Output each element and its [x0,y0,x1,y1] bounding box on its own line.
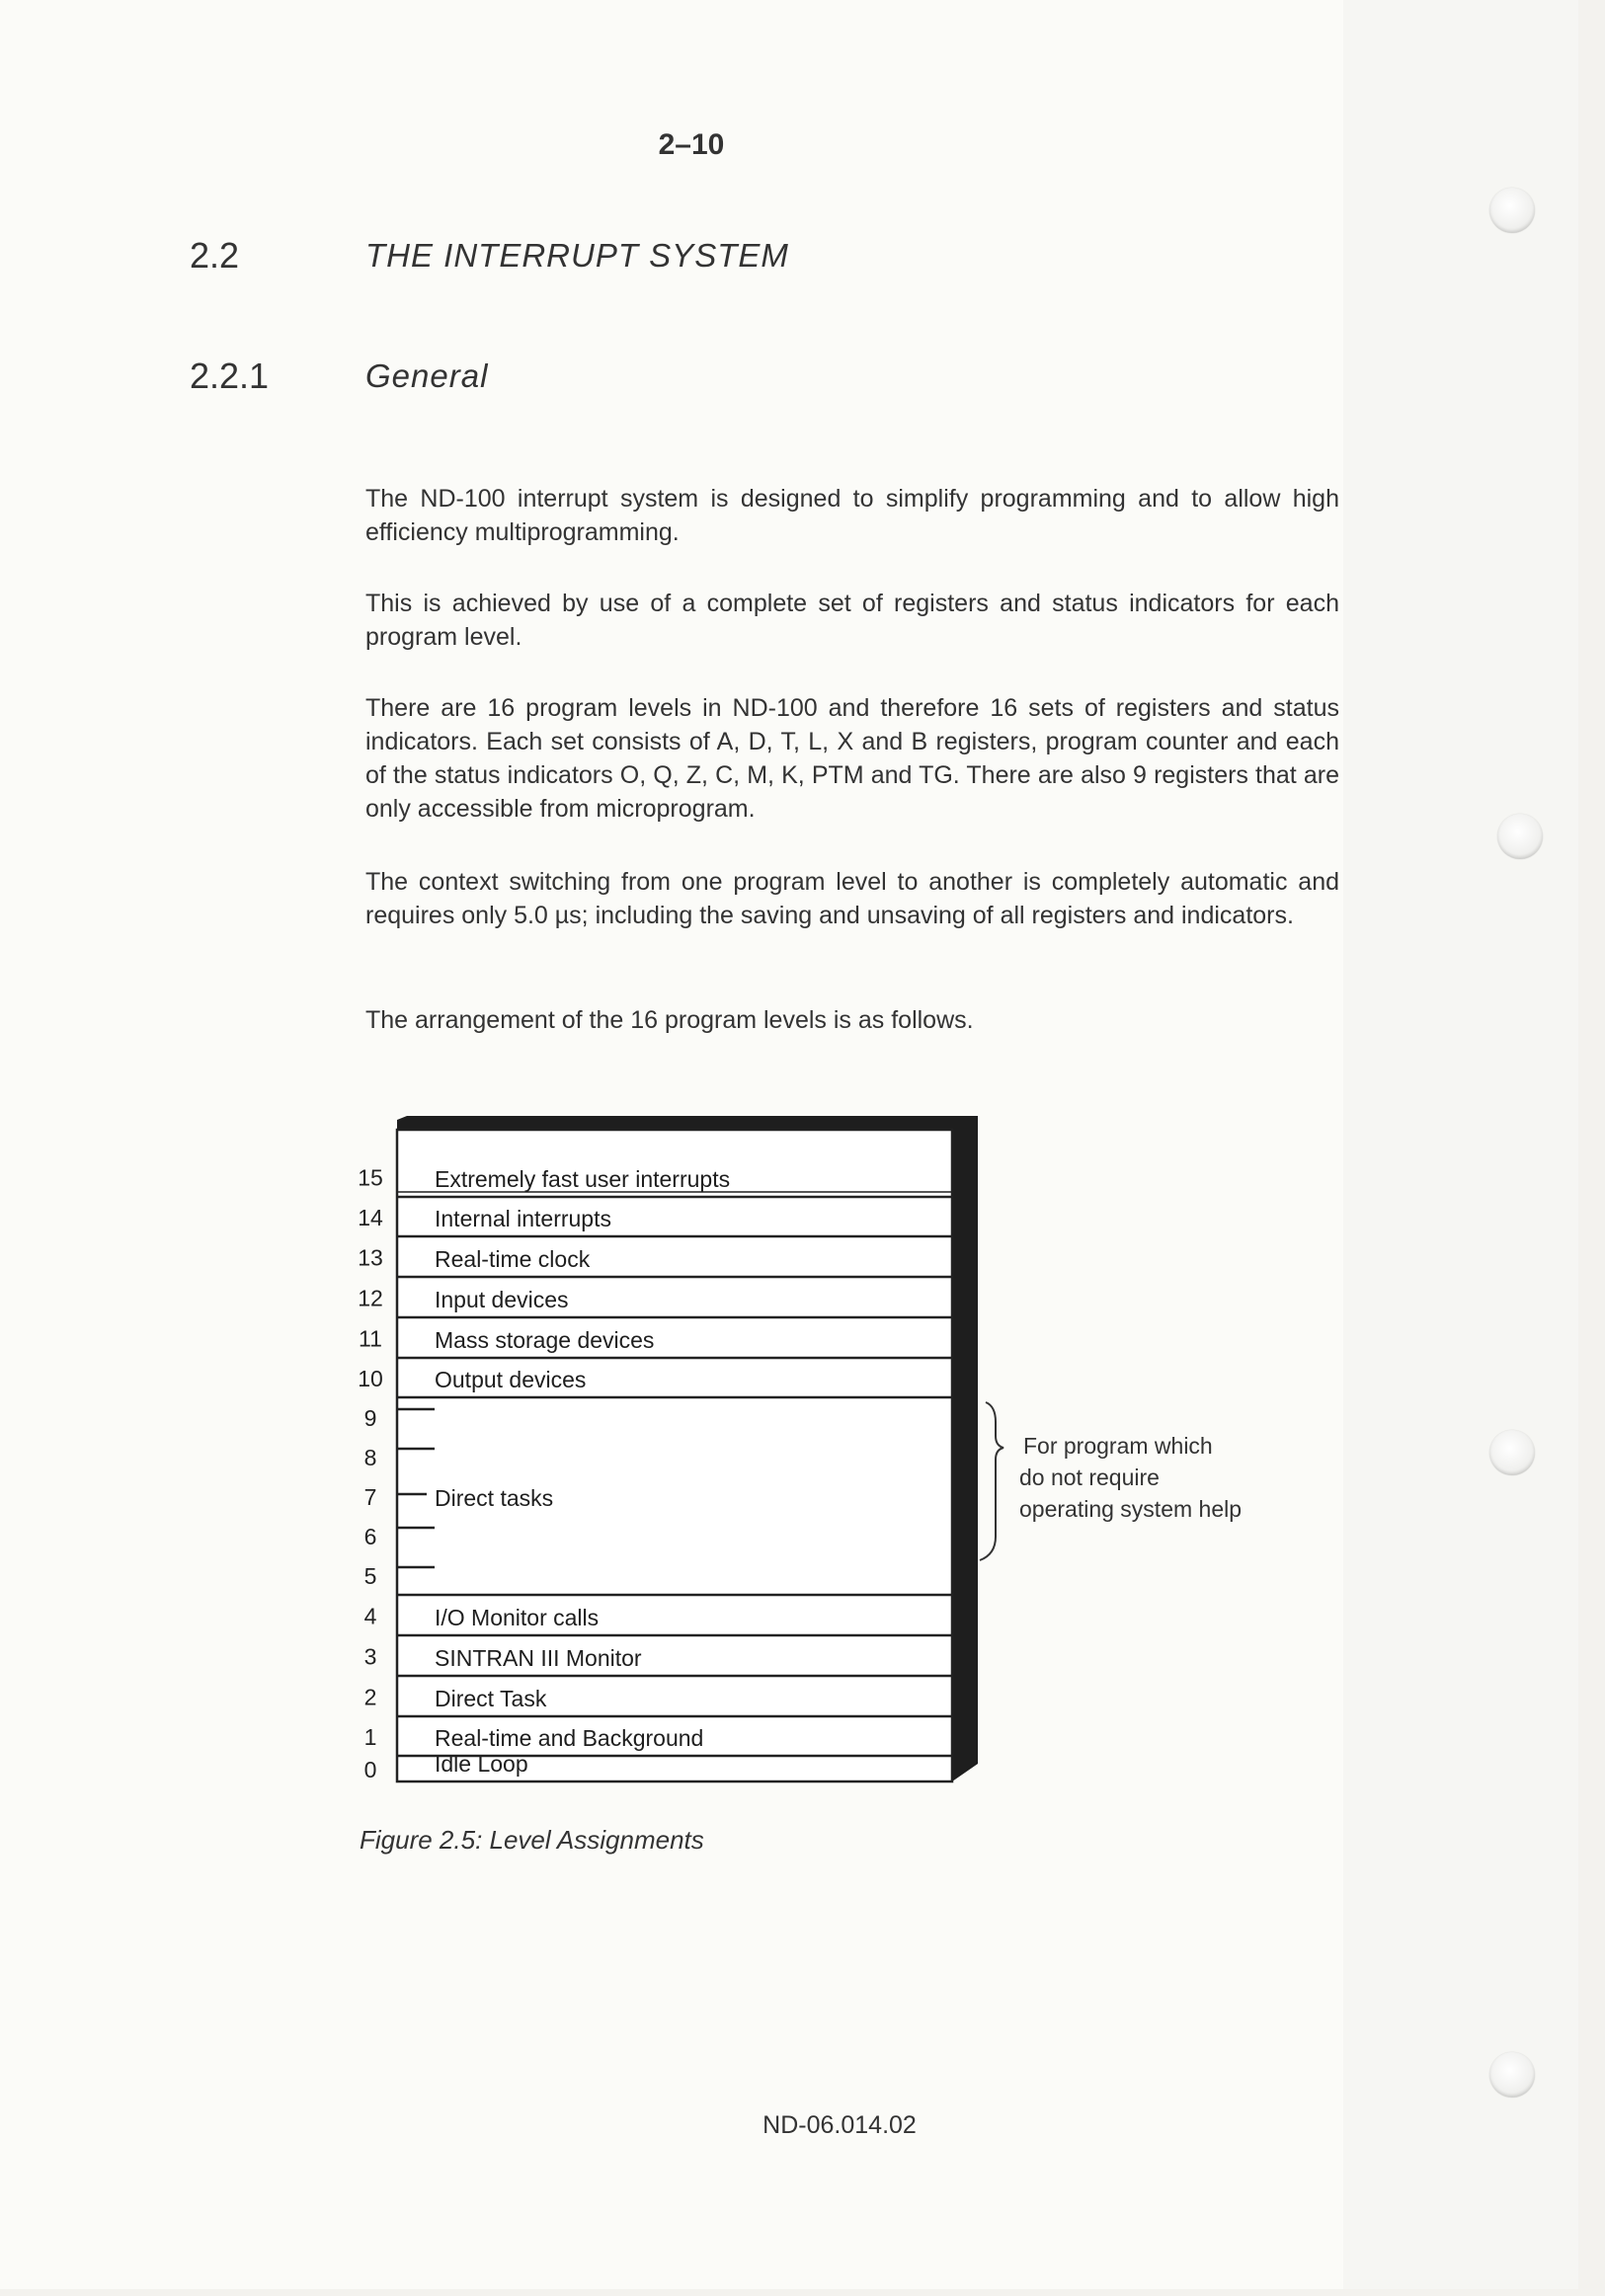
paragraph: This is achieved by use of a complete set of registers and status indicators for each program level. [365,590,1339,651]
level-label: Direct tasks [435,1485,554,1511]
level-number: 2 [363,1684,377,1710]
figure-caption: Figure 2.5: Level Assignments [360,1825,704,1855]
level-label: Real-time and Background [435,1725,704,1751]
level-number: 13 [358,1244,383,1271]
note-line: operating system help [1019,1496,1243,1522]
level-number: 6 [363,1524,377,1549]
level-label: Mass storage devices [435,1327,655,1353]
level-label: Real-time clock [435,1246,591,1272]
level-number: 11 [359,1325,382,1352]
level-number: 3 [363,1643,377,1670]
level-number: 14 [358,1205,383,1230]
level-label: SINTRAN III Monitor [435,1645,642,1671]
level-number: 4 [363,1603,377,1629]
level-label: Extremely fast user interrupts [435,1166,731,1192]
level-number: 8 [363,1445,377,1470]
paragraph: The ND-100 interrupt system is designed to simplify programming and to allow high efficiency multiprogramming. [365,485,1339,546]
level-label: Direct Task [435,1686,547,1711]
level-number: 1 [363,1724,377,1750]
note-line: do not require [1019,1465,1160,1490]
level-label: I/O Monitor calls [435,1605,600,1630]
level-number: 7 [363,1484,377,1510]
subsection-number: 2.2.1 [190,356,270,396]
paragraph: The context switching from one program level to another is completely automatic and requires only 5.0 µs; including the saving and unsaving of all registers and indicators. [365,868,1339,929]
paragraph: There are 16 program levels in ND-100 and therefore 16 sets of registers and status indicators. Each set consists of A, D, T, L, X and B registers, program counter and each of the status indicators O, Q, Z, C, M, K, PTM and TG. There are also 9 registers that are only accessible from microprogram. [365,694,1339,823]
document-id: ND-06.014.02 [762,2111,917,2139]
paragraph: The arrangement of the 16 program levels is as follows. [365,1006,974,1034]
level-label: Input devices [435,1287,569,1312]
level-label: Output devices [435,1367,587,1392]
subsection-title: General [365,357,489,394]
level-number: 5 [363,1563,377,1589]
level-number: 9 [363,1405,377,1431]
level-number: 10 [358,1366,383,1391]
level-number: 0 [363,1757,377,1782]
level-label: Internal interrupts [435,1206,611,1231]
level-label: Idle Loop [435,1751,528,1777]
level-number: 15 [358,1164,383,1191]
section-number: 2.2 [190,235,240,276]
section-title: THE INTERRUPT SYSTEM [365,237,789,274]
level-number: 12 [358,1285,383,1311]
note-line: For program which [1023,1433,1213,1459]
page-number: 2–10 [658,128,725,161]
group-brace [980,1402,1003,1560]
